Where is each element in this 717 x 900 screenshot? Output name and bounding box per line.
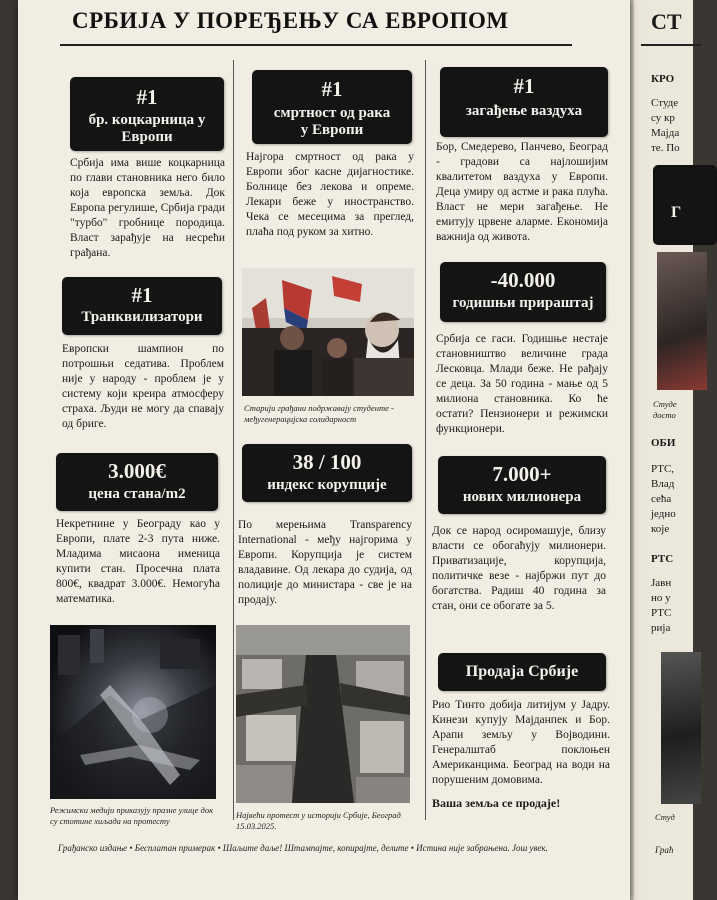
stat-value: #1 bbox=[136, 85, 158, 109]
stat-value: 7.000+ bbox=[492, 462, 552, 486]
stat-value: 3.000€ bbox=[108, 459, 166, 483]
photo-night-protest bbox=[50, 625, 216, 799]
stat-label: Продаја Србије bbox=[465, 663, 579, 680]
stat-label: загађење ваздуха bbox=[465, 103, 583, 119]
stat-value: -40.000 bbox=[490, 268, 556, 292]
article-cancer: Најгора смртност од рака у Европи због касне дијагностике. Болнице без лекова и опреме. Лекари беже у иностранство. Чека се месецима за преглед, плаћа под руком за хитно. bbox=[246, 151, 414, 238]
article-tranquilizers: Европски шампион по потрошњи седатива. Проблем није у народу - проблем је у систему који креира атмосферу страха. Људи не могу да спавају од бриге. bbox=[62, 343, 224, 430]
adjacent-text: сећа bbox=[651, 493, 672, 505]
title-rule bbox=[60, 44, 572, 46]
adjacent-text: РТС bbox=[651, 607, 672, 619]
protest-crowd-image bbox=[242, 268, 414, 396]
article-sale-of-serbia: Рио Тинто добија литијум у Јадру. Кинези купују Мајданпек и Бор. Арапи земљу у Војводини. Генералштаб поклоњен Американцима. Београд на води на порушеним домовима. bbox=[432, 699, 610, 786]
stat-label: индекс корупције bbox=[267, 477, 387, 493]
caption-night-protest: Режимски медији приказују празне улице док су стотине хиљада на протесту bbox=[50, 805, 214, 826]
photo-largest-protest bbox=[236, 625, 410, 803]
adjacent-box-text: Г bbox=[671, 204, 682, 221]
stat-box-tranquilizers bbox=[62, 277, 222, 335]
stat-box-corruption bbox=[242, 444, 412, 502]
adjacent-text: Влад bbox=[651, 478, 675, 490]
night-city-image bbox=[50, 625, 216, 799]
adjacent-photo bbox=[657, 252, 707, 390]
adjacent-photo bbox=[661, 652, 701, 804]
adjacent-caption: Студ bbox=[655, 812, 675, 822]
stat-box-apartment-price bbox=[56, 453, 218, 511]
adjacent-caption: досто bbox=[653, 410, 676, 420]
stat-value: #1 bbox=[131, 283, 153, 307]
adjacent-text: рија bbox=[651, 622, 671, 634]
stat-value: #1 bbox=[321, 77, 343, 101]
stat-box-cancer bbox=[252, 70, 412, 144]
article-population: Србија се гаси. Годишње нестаје становништво величине града Лесковца. Млади беже. Не рађају се деца. За 50 година - мање од 5 милиона становника. Ко ће остати? Пензионери и режимски функционери. bbox=[436, 333, 608, 435]
adjacent-text: Јавн bbox=[651, 577, 672, 589]
article-casinos: Србија има више коцкарница по глави становника него било која европска земља. Док Европа регулише, Србија гради "турбо" гробнице породица. Власт зарађује на несрећи грађана. bbox=[70, 157, 225, 259]
adjacent-text: КРО bbox=[651, 73, 675, 85]
caption-largest-protest: Највећи протест у историји Србије, Београд 15.03.2025. bbox=[236, 810, 401, 831]
stat-box-millionaires bbox=[438, 456, 606, 514]
stat-box-sale-of-serbia bbox=[438, 653, 606, 691]
adjacent-text: РТС bbox=[651, 553, 674, 565]
stat-value: #1 bbox=[513, 74, 535, 98]
sale-warning: Ваша земља се продаје! bbox=[432, 796, 561, 810]
footer-note: Грађанско издање • Бесплатан примерак • Шаљите даље! Штампајте, копирајте, делите • Истина није забрањена. Још увек. bbox=[58, 843, 548, 853]
adjacent-text: Студе bbox=[651, 97, 679, 109]
stat-value: 38 / 100 bbox=[292, 450, 362, 474]
adjacent-text: РТС, bbox=[651, 463, 675, 475]
adjacent-text: те. По bbox=[651, 142, 680, 154]
adjacent-text: су кр bbox=[651, 112, 675, 124]
article-air-pollution: Бор, Смедерево, Панчево, Београд - градови са најлошијим квалитетом ваздуха у Европи. Деца умиру од астме и рака плућа. Власт не мери загађење. Не емитују црвене аларме. Економија важнија од живота. bbox=[436, 141, 608, 243]
stat-box-population bbox=[440, 262, 606, 322]
column-divider bbox=[425, 60, 426, 820]
article-millionaires: Док се народ осиромашује, близу власти се обогаћују милионери. Приватизације, корупција, политичке везе - најбржи пут до богатства. Радиш 40 година за стан, они се обогате за 5. bbox=[432, 525, 606, 612]
aerial-protest-image bbox=[236, 625, 410, 803]
adjacent-text: које bbox=[651, 523, 670, 535]
stat-label: смртност од рака у Европи bbox=[273, 105, 391, 138]
photo-elderly-protest bbox=[242, 268, 414, 396]
adjacent-text: но у bbox=[651, 592, 671, 604]
stat-label: цена стана/m2 bbox=[88, 486, 186, 502]
caption-elderly-protest: Старији грађани подржавају студенте - међугенерацијска солидарност bbox=[244, 403, 394, 424]
article-apartment-price: Некретнине у Београду као у Европи, плате 2-3 пута ниже. Младима мисаона именица купити стан. Просечна плата 800€, квадрат 3.000€. Немогућа математика. bbox=[56, 518, 220, 605]
stat-box-casinos bbox=[70, 77, 224, 151]
adjacent-text: Мајда bbox=[651, 127, 680, 139]
adjacent-footer: Граћ bbox=[655, 845, 674, 855]
adjacent-text: ОБИ bbox=[651, 437, 676, 449]
adjacent-caption: Студе bbox=[653, 399, 677, 409]
article-corruption: По мерењима Transparency International - међу најгорима у Европи. Корупција је систем владавине. Од лекара до судија, од полиције до министара - све је на продају. bbox=[238, 519, 412, 606]
stat-label: бр. коцкарница у Европи bbox=[88, 112, 206, 145]
adjacent-page-title: СТ bbox=[651, 9, 682, 34]
stat-label: годишњи прираштај bbox=[452, 295, 594, 311]
adjacent-text: једно bbox=[651, 508, 676, 520]
adjacent-box bbox=[653, 165, 717, 245]
adjacent-rule bbox=[641, 44, 701, 46]
stat-label: нових милионера bbox=[462, 489, 582, 505]
column-divider bbox=[233, 60, 234, 820]
stat-label: Транквилизатори bbox=[81, 309, 203, 325]
stat-box-air-pollution bbox=[440, 67, 608, 137]
adjacent-page bbox=[632, 0, 693, 900]
page-title: СРБИЈА У ПОРЕЂЕЊУ СА ЕВРОПОМ bbox=[72, 8, 509, 33]
